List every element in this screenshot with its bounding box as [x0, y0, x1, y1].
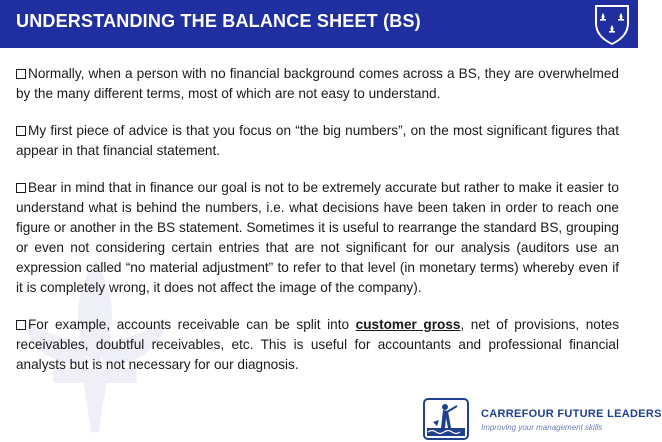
bullet-paragraph-4: For example, accounts receivable can be split into customer gross, net of provisions, notes receivables, doubtful receivables, etc. This is useful for accountants and professional financial analysts but is not necessary for our diagnosis. — [16, 317, 619, 372]
logo-name: CARREFOUR FUTURE LEADERS — [481, 408, 662, 420]
emphasis-customer-gross: customer gross — [355, 317, 461, 332]
checkbox-bullet-icon — [16, 126, 26, 136]
logo-tagline: Improving your management skills — [481, 423, 603, 432]
leader-figure-icon — [423, 398, 469, 440]
checkbox-bullet-icon — [16, 183, 26, 193]
checkbox-bullet-icon — [16, 69, 26, 79]
bullet-paragraph-2: My first piece of advice is that you focus on “the big numbers”, on the most significant figures that appear in that financial statement. — [16, 123, 619, 158]
slide-title: UNDERSTANDING THE BALANCE SHEET (BS) — [16, 11, 421, 31]
header-bar — [0, 0, 638, 48]
carrefour-future-leaders-logo — [423, 398, 662, 442]
bullet-paragraph-3: Bear in mind that in finance our goal is not to be extremely accurate but rather to make it easier to understand what is behind the numbers, i.e. what decisions have been taken in order to reach one figure or another in the BS statement. Sometimes it is useful to rearrange the standard BS, grouping or even not considering certain entries that are not significant for our analysis (auditors use an expression called “no material adjustment” to refer to that level (in monetary terms) whereby even if it is completely wrong, it does not affect the image of the company). — [16, 180, 619, 295]
bullet-paragraph-1: Normally, when a person with no financial background comes across a BS, they are overwhelmed by the many different terms, most of which are not easy to understand. — [16, 66, 619, 101]
fleur-de-lis-crest-icon — [590, 1, 634, 47]
content-body — [16, 64, 619, 392]
checkbox-bullet-icon — [16, 320, 26, 330]
